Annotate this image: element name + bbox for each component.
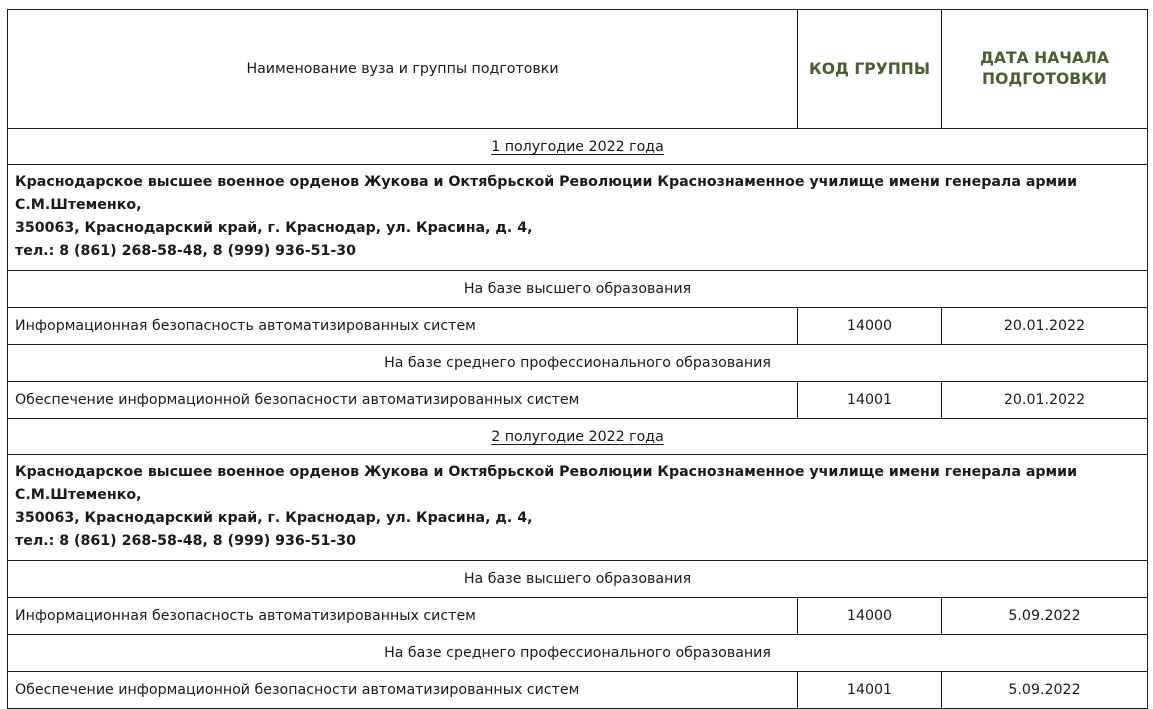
education-base-cell: На базе среднего профессионального образования [8, 635, 1148, 672]
start-date-cell: 5.09.2022 [942, 598, 1148, 635]
start-date-cell: 20.01.2022 [942, 308, 1148, 345]
school-name: Краснодарское высшее военное орденов Жукова и Октябрьской Революции Краснознаменное училище имени генерала армии С.М.Штеменко, [15, 464, 1078, 503]
period-cell [8, 129, 1148, 165]
header-date-line2: ПОДГОТОВКИ [982, 70, 1107, 88]
period-row [8, 129, 1148, 165]
education-base-cell: На базе высшего образования [8, 271, 1148, 308]
header-date-cell [942, 10, 1148, 129]
education-base-row [8, 561, 1148, 598]
education-base-cell: На базе высшего образования [8, 561, 1148, 598]
period-label: 2 полугодие 2022 года [491, 428, 664, 445]
start-date-cell: 5.09.2022 [942, 672, 1148, 709]
school-address: 350063, Краснодарский край, г. Краснодар, ул. Красина, д. 4, [15, 220, 533, 236]
school-cell [8, 455, 1148, 561]
table-row [8, 382, 1148, 419]
group-code-cell: 14000 [798, 308, 942, 345]
period-cell [8, 419, 1148, 455]
education-base-row [8, 635, 1148, 672]
table-row [8, 598, 1148, 635]
education-base-row [8, 345, 1148, 382]
header-row [8, 10, 1148, 129]
table-body [8, 10, 1148, 709]
header-code-cell: КОД ГРУППЫ [798, 10, 942, 129]
program-name-cell: Обеспечение информационной безопасности автоматизированных систем [8, 382, 798, 419]
school-name: Краснодарское высшее военное орденов Жукова и Октябрьской Революции Краснознаменное училище имени генерала армии С.М.Штеменко, [15, 174, 1078, 213]
training-schedule-table [7, 9, 1148, 709]
group-code-cell: 14001 [798, 672, 942, 709]
header-date-line1: ДАТА НАЧАЛА [980, 49, 1109, 67]
table-row [8, 308, 1148, 345]
period-label: 1 полугодие 2022 года [491, 138, 664, 155]
education-base-cell: На базе среднего профессионального образования [8, 345, 1148, 382]
header-name-cell: Наименование вуза и группы подготовки [8, 10, 798, 129]
school-phone: тел.: 8 (861) 268-58-48, 8 (999) 936-51-30 [15, 243, 356, 259]
school-row [8, 455, 1148, 561]
period-row [8, 419, 1148, 455]
program-name-cell: Обеспечение информационной безопасности автоматизированных систем [8, 672, 798, 709]
start-date-cell: 20.01.2022 [942, 382, 1148, 419]
school-cell [8, 165, 1148, 271]
group-code-cell: 14001 [798, 382, 942, 419]
school-row [8, 165, 1148, 271]
school-phone: тел.: 8 (861) 268-58-48, 8 (999) 936-51-30 [15, 533, 356, 549]
program-name-cell: Информационная безопасность автоматизированных систем [8, 598, 798, 635]
program-name-cell: Информационная безопасность автоматизированных систем [8, 308, 798, 345]
school-address: 350063, Краснодарский край, г. Краснодар, ул. Красина, д. 4, [15, 510, 533, 526]
table-row [8, 672, 1148, 709]
group-code-cell: 14000 [798, 598, 942, 635]
education-base-row [8, 271, 1148, 308]
